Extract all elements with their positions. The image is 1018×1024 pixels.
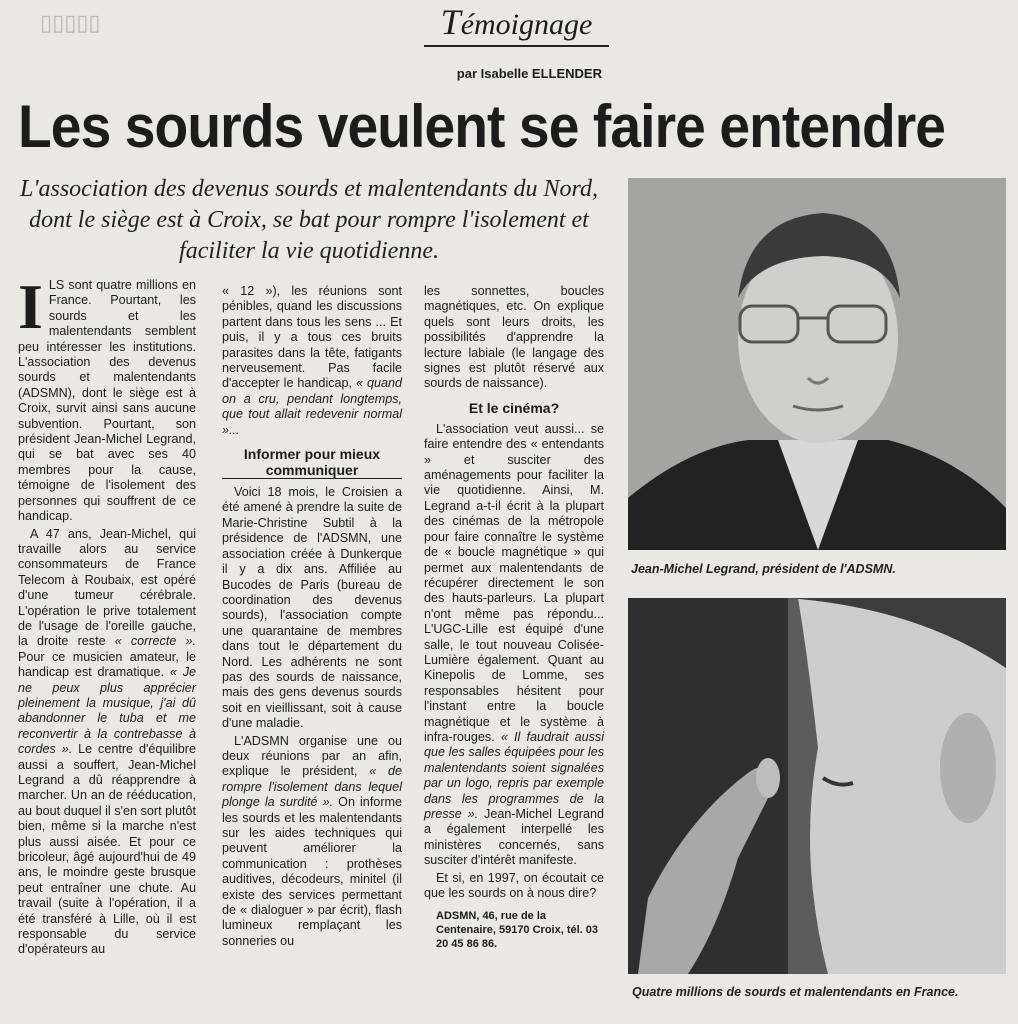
paragraph: A 47 ans, Jean-Michel, qui travaille alors au service consommateurs de France Telecom à Roubaix, est opéré d'une tumeur cérébrale. L'opération le prive totalement de l'usage de l'oreille gauche, la droite reste « correcte ». Pour ce musicien amateur, le handicap est dramatique. « Je ne peux plus apprécier pleinement la musique, j'ai dû abandonner le tuba et me reconvertir à la contrebasse à cordes ». Le centre d'équilibre aussi a souffert, Jean-Michel Legrand a dû réapprendre à marcher. Un an de rééducation, au bout duquel il s'en sort plutôt bien, même si la marche n'est plus aussi aisée. Et pour ce bricoleur, âgé aujourd'hui de 49 ans, le moindre geste brusque peut entraîner une chute. Au travail (suite à l'opération, il a été transféré à Lille, où il est responsable du service d'opérateurs au [18,526,197,957]
paragraph: ILS sont quatre millions en France. Pourtant, les sourds et les malentendants semblent peu intéresser les institutions. L'association des devenus sourds et malentendants (ADSMN), dont le siège est à Croix, survit ainsi sans aucune subvention. Pourtant, son président Jean-Michel Legrand, qui se bat avec ses 40 membres pour la cause, témoigne de l'isolement des personnes qui souffrent de ce handicap. [18,271,196,524]
portrait-photo [628,178,1006,550]
photo-caption: Jean-Michel Legrand, président de l'ADSMN. [631,562,896,576]
contact-address: ADSMN, 46, rue de la Centenaire, 59170 Croix, tél. 03 20 45 86 86. [436,910,599,951]
portrait-illustration [628,178,1006,550]
standfirst: L'association des devenus sourds et malentendants du Nord, dont le siège est à Croix, se bat pour rompre l'isolement et faciliter la vie quotidienne. [20,176,598,264]
section-rubric: Témoignage [424,2,609,47]
headline: Les sourds veulent se faire entendre [18,93,946,160]
article-column-1 [18,271,197,958]
subheading: Informer pour mieux communiquer [222,446,402,479]
drop-cap: I [18,271,43,342]
article-column-3 [424,284,604,951]
subheading: Et le cinéma? [468,399,560,416]
paragraph: L'ADSMN organise une ou deux réunions par an afin, explique le président, « de rompre l'isolement dans lequel plonge la surdité ». On informe les sourds et les malentendants sur les aides techniques qui peuvent améliorer la communication : prothèses auditives, décodeurs, minitel (il existe des services permettant de « dialoguer » par écrit), flash lumineux remplaçant les sonneries ou [222,733,403,948]
paragraph: Et si, en 1997, on écoutait ce que les sourds on à nous dire? [424,870,604,901]
photo-caption: Quatre millions de sourds et malentendants en France. [632,985,959,999]
paragraph: les sonnettes, boucles magnétiques, etc. On explique quels sont leurs droits, les possibilités d'apprendre la lecture labiale (le langage des signes est plutôt réservé aux sourds de naissance). [424,284,604,391]
paragraph: Voici 18 mois, le Croisien a été amené à prendre la suite de Marie-Christine Subtil à la présidence de l'ADSMN, une association créée à Dunkerque il y a dix ans. Affiliée au Bucodes de Paris (bureau de coordination des devenus sourds), l'association compte une quarantaine de membres dans tout le département du Nord. Les adhérents ne sont pas des sourds de naissance, mais des gens devenus sourds soit en vieillissant, soit à cause d'une maladie. [222,485,402,731]
hand-photo [628,598,1006,974]
hand-illustration [628,598,1006,974]
paragraph: « 12 »), les réunions sont pénibles, quand les discussions partent dans tous les sens ... Et puis, il y a tous ces bruits parasites dans la tête, fatigants nerveusement. Pas facile d'accepter le handicap, « quand on a cru, pendant longtemps, que tout allait redevenir normal »... [222,284,402,437]
paragraph: L'association veut aussi... se faire entendre des « entendants » et susciter des aménagements pour faciliter la vie quotidienne. Ainsi, M. Legrand a-t-il écrit à la plupart des cinémas de la métropole pour faire connaître le système de « boucle magnétique » qui permet aux malentendants de récupérer directement le son des hauts-parleurs. La plupart n'ont même pas répondu... L'UGC-Lille est équipé d'une salle, le tout nouveau Colisée-Lumière également. Quant au Kinepolis de Lomme, ses responsables hésitent pour l'instant entre la boucle magnétique et le système à infra-rouges. « Il faudrait aussi que les salles équipées pour les malentendants soient signalées par un logo, repris par exemple dans les programmes de la presse ». Jean-Michel Legrand a également interpellé les ministères concernés, sans susciter d'intérêt manifeste. [424,421,604,868]
article-column-2 [222,284,402,949]
byline: par Isabelle ELLENDER [456,66,602,81]
bleed-through: ▯▯▯▯▯ [40,10,101,35]
